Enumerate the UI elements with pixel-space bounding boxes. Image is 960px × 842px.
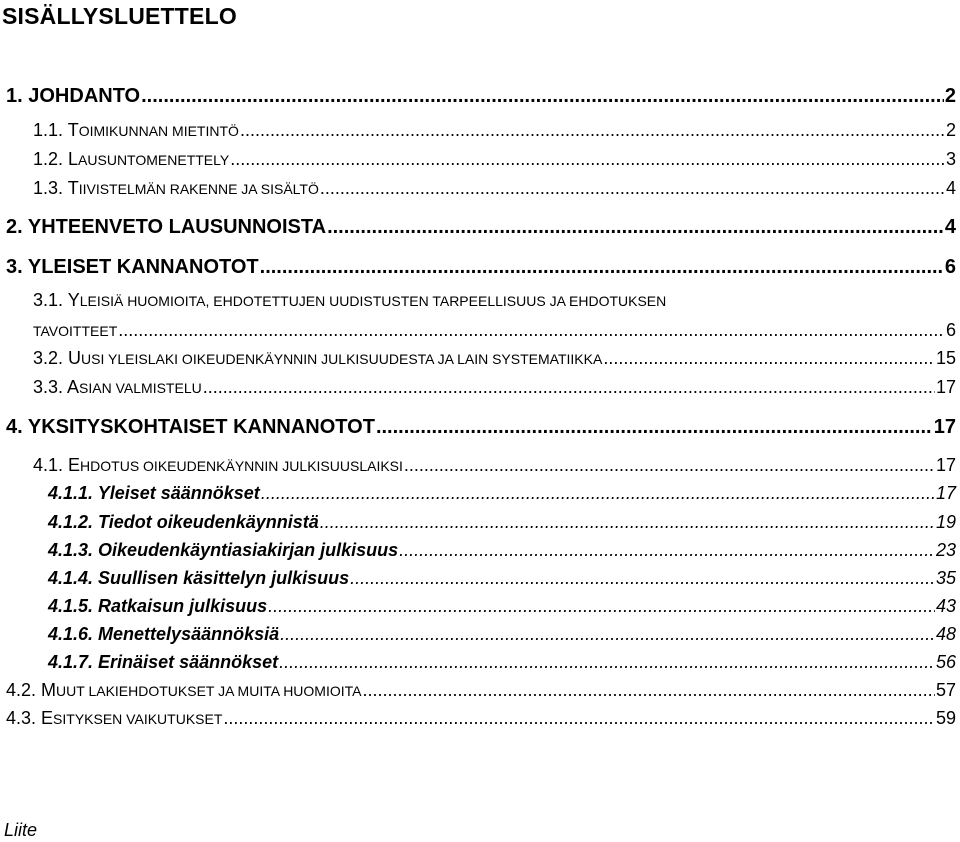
entry-number: 4.3. [6,708,42,728]
page-number: 23 [935,540,956,560]
leader-dots [141,85,944,108]
leader-dots [260,256,944,279]
leader-dots [603,348,935,369]
page-number: 57 [935,680,956,700]
entry-number: 4.1.1. [48,483,98,503]
toc-entry-1[interactable] [6,85,956,108]
page-number: 19 [935,512,956,532]
entry-number: 3.1. [33,290,68,310]
toc-entry-4-3[interactable]: 4.3. ESITYKSEN VAIKUTUKSET ..... 59 [6,708,956,729]
entry-text: OIMIKUNNAN MIETINTÖ [78,123,239,139]
toc-entry-4-1-5[interactable] [48,596,956,617]
entry-number: 4.1.6. [48,624,99,644]
page-number: 17 [935,483,956,503]
toc-entry-1-2[interactable]: 1.2. LAUSUNTOMENETTELY ..... 3 [33,149,956,170]
leader-dots [320,178,945,199]
entry-text: YHTEENVETO LAUSUNNOISTA [27,216,327,238]
entry-text: SIAN VALMISTELU [79,380,202,396]
page-number: 17 [935,455,956,475]
toc-entry-4-1[interactable]: 4.1. EHDOTUS OIKEUDENKÄYNNIN JULKISUUSLAIKSI ..... 17 [33,455,956,476]
page-number: 6 [944,256,956,278]
entry-text: LEISIÄ HUOMIOITA, EHDOTETTUJEN UUDISTUSTEN TARPEELLISUUS JA EHDOTUKSEN [79,293,667,309]
entry-number: 4.2. [6,680,42,700]
toc-entry-3-1-line1[interactable]: 3.1. YLEISIÄ HUOMIOITA, EHDOTETTUJEN UUDISTUSTEN TARPEELLISUUS JA EHDOTUKSEN [33,290,667,310]
leader-dots [230,149,945,170]
page-number: 4 [944,216,956,238]
appendix-label: Liite [4,820,38,840]
leader-dots [261,483,935,504]
toc-entry-4-1-4[interactable] [48,568,956,589]
toc-entry-4-1-2[interactable] [48,512,956,533]
entry-number: 4. [6,416,28,438]
leader-dots [268,596,935,617]
leader-dots [203,377,935,398]
page-number: 17 [933,416,956,438]
entry-text: Tiedot oikeudenkäynnistä [98,512,319,532]
page-number: 59 [935,708,956,728]
entry-number: 3. [6,256,28,278]
entry-number: 4.1.3. [48,540,99,560]
entry-number: 3.2. [33,348,69,368]
entry-number: 4.1.5. [48,596,99,616]
page-number: 17 [935,377,956,397]
toc-entry-3-3[interactable]: 3.3. ASIAN VALMISTELU ..... 17 [33,377,956,398]
toc-entry-4-2[interactable]: 4.2. MUUT LAKIEHDOTUKSET JA MUITA HUOMIOITA ..... 57 [6,680,956,701]
page-number: 2 [945,120,956,140]
entry-text: Menettelysäännöksiä [98,624,280,644]
leader-dots [320,512,935,533]
leader-dots [399,540,935,561]
entry-number: 1. [6,85,29,107]
entry-number: 4.1. [33,455,69,475]
leader-dots [327,216,944,239]
entry-number: 1.1. [33,120,68,140]
page-number: 56 [935,652,956,672]
entry-text: HDOTUS OIKEUDENKÄYNNIN JULKISUUSLAIKSI [80,458,403,474]
toc-entry-3-2[interactable]: 3.2. UUSI YLEISLAKI OIKEUDENKÄYNNIN JULKISUUDESTA JA LAIN SYSTEMATIIKKA ..... 15 [33,348,956,369]
page-number: 15 [935,348,956,368]
entry-text: YLEISET KANNANOTOT [27,256,259,278]
entry-number: 1.3. [33,178,68,198]
page-number: 48 [935,624,956,644]
toc-entry-2[interactable] [6,216,956,239]
entry-number: 4.1.7. [48,652,99,672]
toc-entry-4[interactable] [6,416,956,439]
page-number: 2 [944,85,956,107]
page-number: 43 [935,596,956,616]
page-number: 3 [945,149,956,169]
leader-dots [223,708,935,729]
toc-entry-3-1-line2[interactable] [33,320,956,341]
leader-dots [279,652,935,673]
entry-text: USI YLEISLAKI OIKEUDENKÄYNNIN JULKISUUDESTA JA LAIN SYSTEMATIIKKA [81,351,603,367]
page-number: 6 [945,320,956,340]
entry-number: 2. [6,216,28,238]
toc-entry-4-1-7[interactable] [48,652,956,673]
leader-dots [404,455,935,476]
entry-text: YKSITYSKOHTAISET KANNANOTOT [27,416,375,438]
leader-dots [350,568,935,589]
entry-text: AUSUNTOMENETTELY [78,152,230,168]
entry-text: Oikeudenkäyntiasiakirjan julkisuus [98,540,399,560]
toc-entry-1-1[interactable]: 1.1. TOIMIKUNNAN MIETINTÖ ..... 2 [33,120,956,141]
toc-entry-1-3[interactable]: 1.3. TIIVISTELMÄN RAKENNE JA SISÄLTÖ ..... 4 [33,178,956,199]
leader-dots [118,320,945,341]
entry-text: Erinäiset säännökset [98,652,279,672]
entry-number: 4.1.4. [48,568,99,588]
entry-number: 3.3. [33,377,68,397]
entry-text-continuation: TAVOITTEET [33,323,118,339]
entry-text: JOHDANTO [28,85,141,107]
toc-entry-4-1-1[interactable] [48,483,956,504]
entry-text: Yleiset säännökset [97,483,260,503]
page-number: 35 [935,568,956,588]
entry-text: Suullisen käsittelyn julkisuus [98,568,350,588]
entry-text: SITYKSEN VAIKUTUKSET [53,711,223,727]
leader-dots [376,416,933,439]
toc-title: SISÄLLYSLUETTELO [2,3,237,29]
toc-entry-4-1-3[interactable] [48,540,956,561]
entry-text: UUT LAKIEHDOTUKSET JA MUITA HUOMIOITA [56,683,362,699]
leader-dots [280,624,935,645]
leader-dots [240,120,945,141]
entry-text: Ratkaisun julkisuus [98,596,268,616]
toc-entry-4-1-6[interactable] [48,624,956,645]
entry-number: 4.1.2. [48,512,99,532]
toc-entry-3[interactable] [6,256,956,279]
page-number: 4 [945,178,956,198]
entry-text: IIVISTELMÄN RAKENNE JA SISÄLTÖ [78,181,319,197]
leader-dots [362,680,934,701]
entry-number: 1.2. [33,149,69,169]
